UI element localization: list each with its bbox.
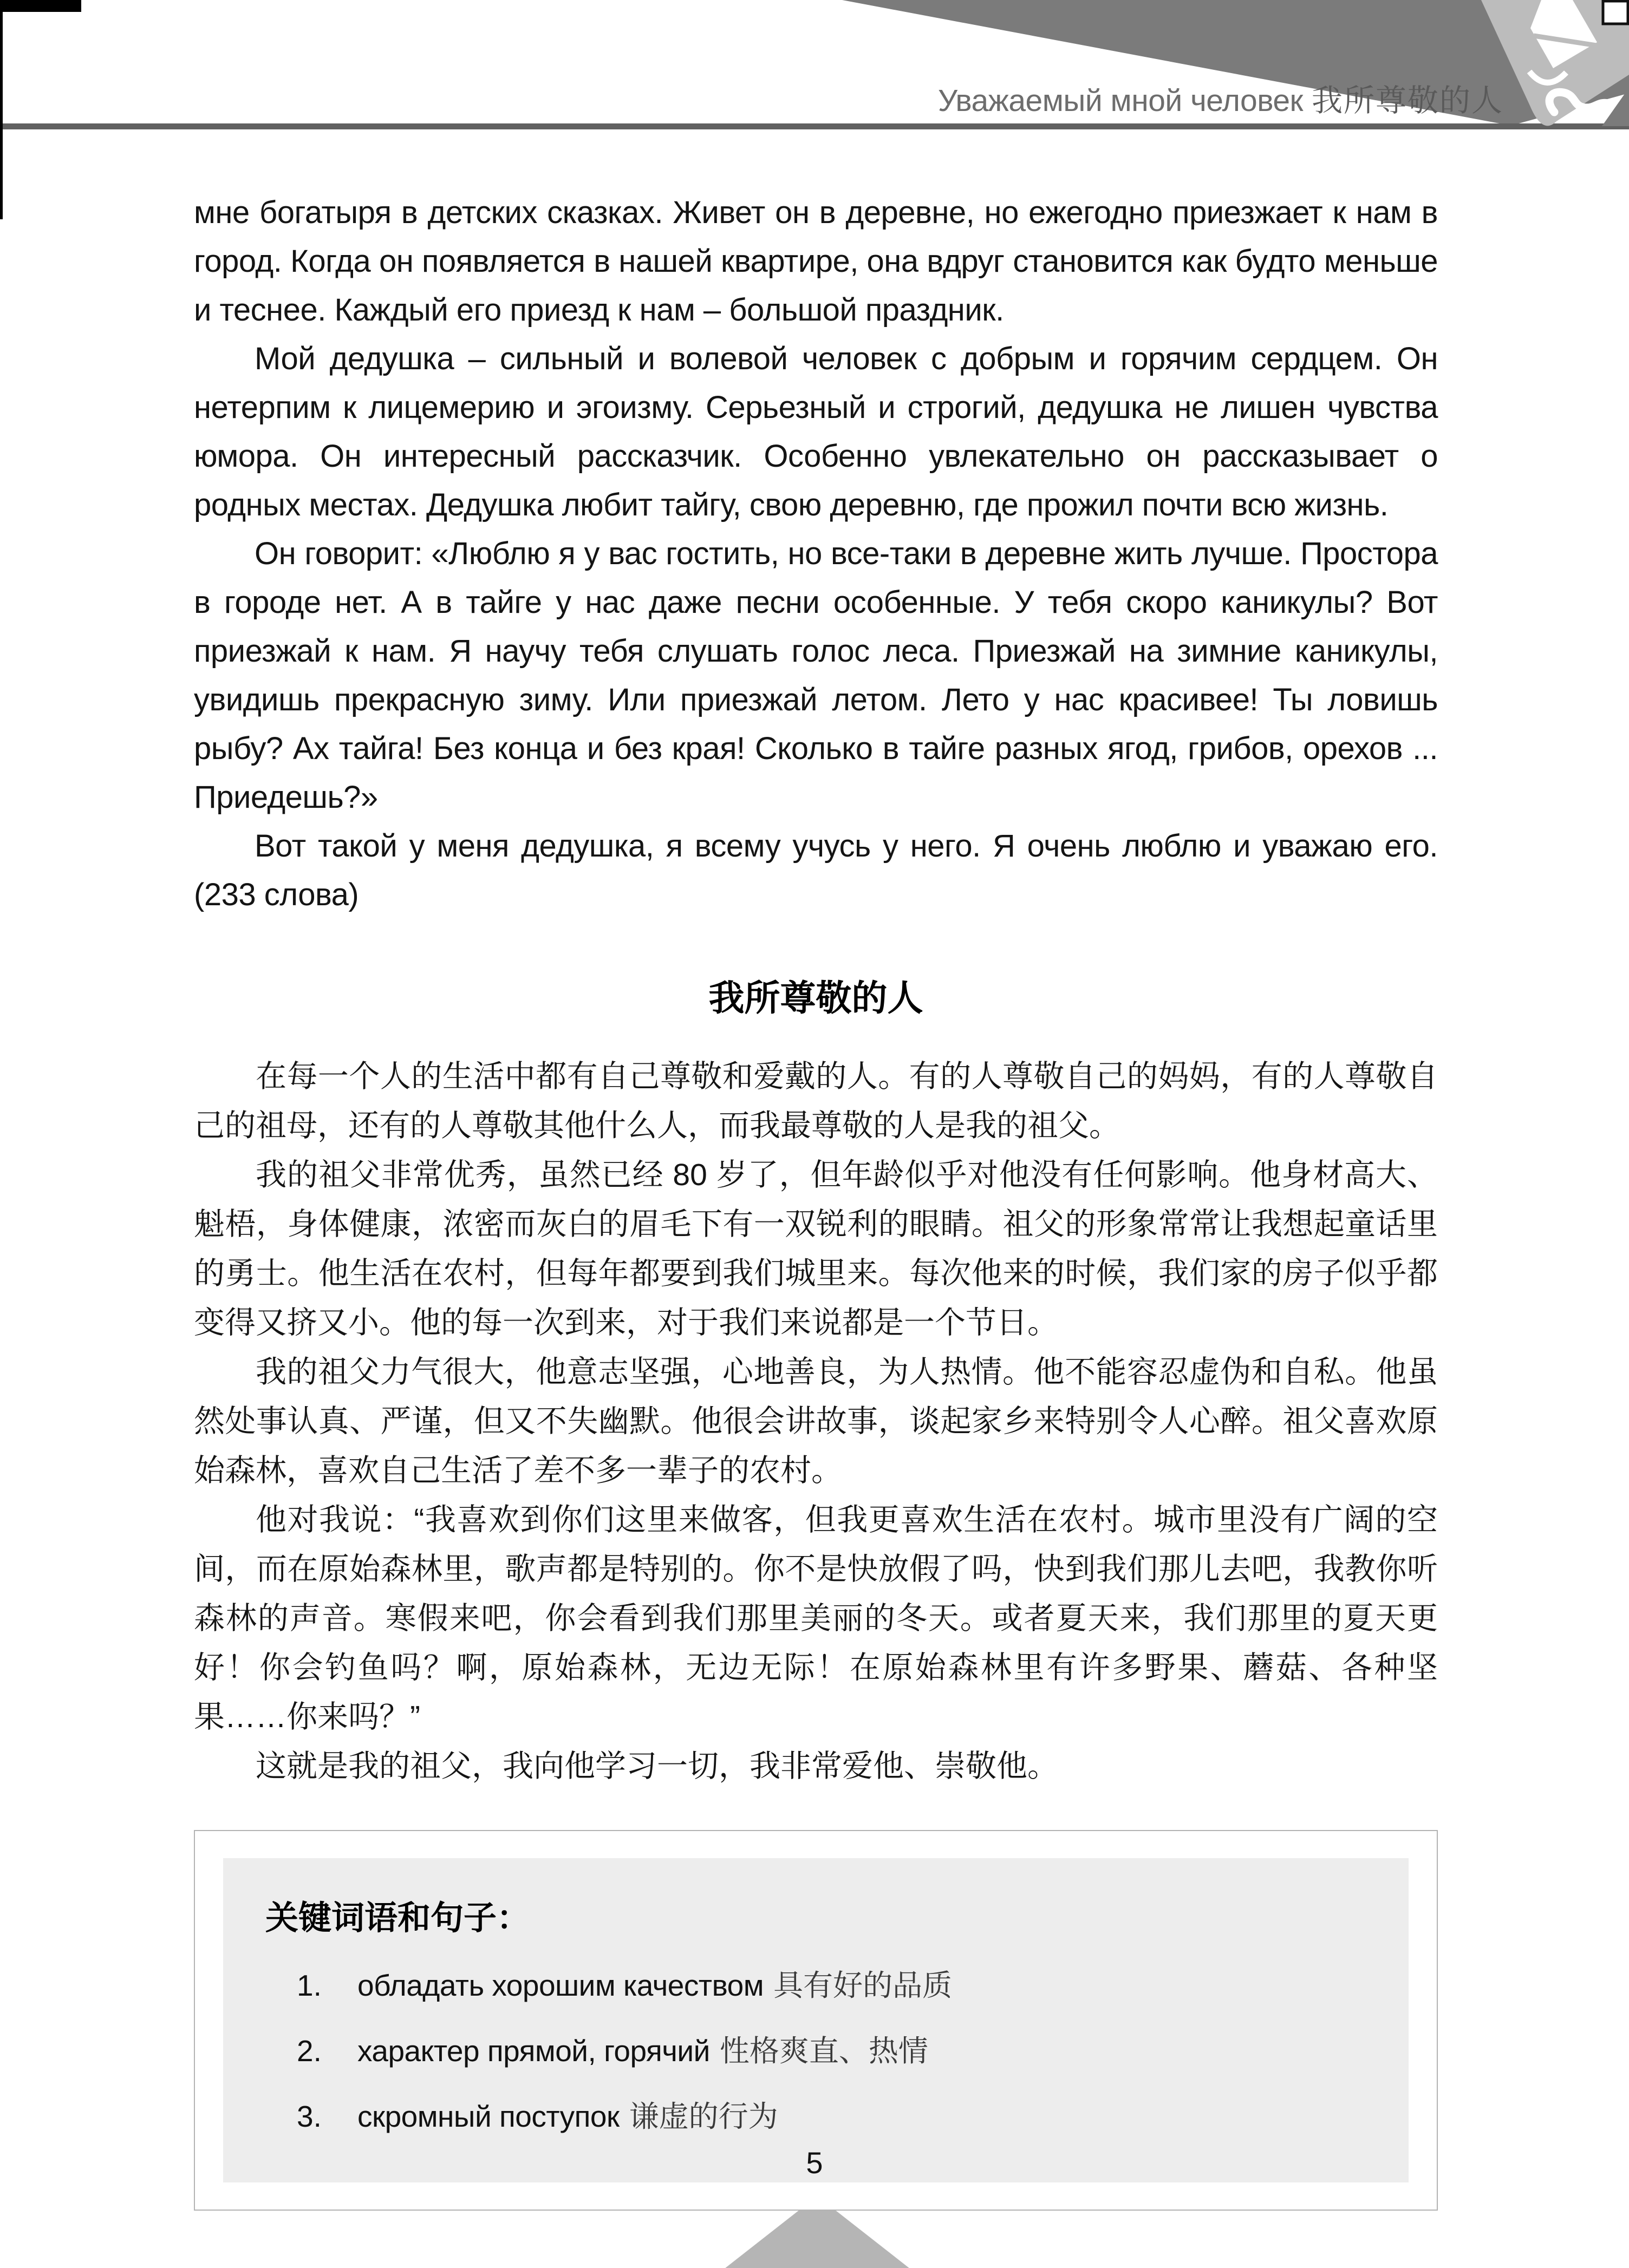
page-number: 5 <box>806 2146 823 2180</box>
key-item-number: 3. <box>297 2099 322 2133</box>
scan-corner-mark-vertical <box>0 0 3 219</box>
running-header-russian: Уважаемый мной человек <box>937 83 1303 118</box>
chinese-paragraph: 我的祖父非常优秀，虽然已经 80 岁了，但年龄似乎对他没有任何影响。他身材高大、魁梧，身体健康，浓密而灰白的眉毛下有一双锐利的眼睛。祖父的形象常常让我想起童话里的勇士。他生活在农村，但每年都要到我们城里来。每次他来的时候，我们家的房子似乎都变得又挤又小。他的每一次到来，对于我们来说都是一个节日。 <box>194 1158 1438 1340</box>
scan-corner-mark-horizontal <box>0 0 81 12</box>
key-box-title: 关键词语和句子： <box>265 1899 530 1937</box>
key-item-russian: скромный поступок <box>357 2099 620 2133</box>
pencil-icon <box>1300 0 1629 162</box>
chinese-paragraph: 我的祖父力气很大，他意志坚强，心地善良，为人热情。他不能容忍虚伪和自私。他虽然处事认真、严谨，但又不失幽默。他很会讲故事，谈起家乡来特别令人心醉。祖父喜欢原始森林，喜欢自己生活了差不多一辈子的农村。 <box>194 1355 1438 1488</box>
key-item-chinese: 性格爽直、热情 <box>719 2033 928 2068</box>
key-item-number: 2. <box>297 2034 322 2068</box>
running-header-chinese: 我所尊敬的人 <box>1312 83 1503 118</box>
key-item <box>265 2098 1366 2135</box>
key-item <box>265 1967 1366 2004</box>
page-content <box>194 188 1438 2211</box>
key-item <box>265 2032 1366 2070</box>
key-item-chinese: 具有好的品质 <box>773 1968 953 2003</box>
chinese-section-title: 我所尊敬的人 <box>708 978 923 1018</box>
russian-paragraph: мне богатыря в детских сказках. Живет он в деревне, но ежегодно приезжает к нам в город. Когда он появляется в нашей квартире, она вдруг становится как будто меньше и теснее. Каждый его приезд к нам – большой праздник. <box>194 195 1438 328</box>
key-item-text <box>357 2032 928 2070</box>
russian-paragraph: Мой дедушка – сильный и волевой человек с добрым и горячим сердцем. Он нетерпим к лицемерию и эгоизму. Серьезный и строгий, дедушка не лишен чувства юмора. Он интересный рассказчик. Особенно увлекательно он рассказывает о родных местах. Дедушка любит тайгу, свою деревню, где прожил почти всю жизнь. <box>194 341 1438 522</box>
chinese-paragraph: 他对我说：“我喜欢到你们这里来做客，但我更喜欢生活在农村。城市里没有广阔的空间，而在原始森林里，歌声都是特别的。你不是快放假了吗，快到我们那儿去吧，我教你听森林的声音。寒假来吧，你会看到我们那里美丽的冬天。或者夏天来，我们那里的夏天更好！你会钓鱼吗？啊，原始森林，无边无际！在原始森林里有许多野果、蘑菇、各种坚果……你来吗？” <box>194 1502 1438 1734</box>
key-item-russian: обладать хорошим качеством <box>357 1969 764 2002</box>
russian-paragraph: Он говорит: «Люблю я у вас гостить, но все-таки в деревне жить лучше. Простора в городе нет. А в тайге у нас даже песни особенные. У тебя скоро каникулы? Вот приезжай к нам. Я научу тебя слушать голос леса. Приезжай на зимние каникулы, увидишь прекрасную зиму. Или приезжай летом. Лето у нас красивее! Ты ловишь рыбу? Ах тайга! Без конца и без края! Сколько в тайге разных ягод, грибов, орехов ... Приедешь?» <box>194 536 1438 815</box>
key-item-chinese: 谦虚的行为 <box>629 2099 778 2134</box>
key-item-text <box>357 2098 778 2135</box>
key-item-text <box>357 1967 952 2004</box>
chinese-paragraph: 在每一个人的生活中都有自己尊敬和爱戴的人。有的人尊敬自己的妈妈，有的人尊敬自己的祖母，还有的人尊敬其他什么人，而我最尊敬的人是我的祖父。 <box>194 1059 1438 1143</box>
corner-fold-mark <box>1603 1 1628 24</box>
key-vocabulary-box-inner <box>223 1858 1409 2182</box>
russian-paragraph: Вот такой у меня дедушка, я всему учусь у него. Я очень люблю и уважаю его. (233 слова) <box>194 828 1438 912</box>
key-item-number: 1. <box>297 1969 322 2002</box>
chinese-paragraph: 这就是我的祖父，我向他学习一切，我非常爱他、崇敬他。 <box>256 1749 1058 1783</box>
key-item-russian: характер прямой, горячий <box>357 2034 710 2068</box>
